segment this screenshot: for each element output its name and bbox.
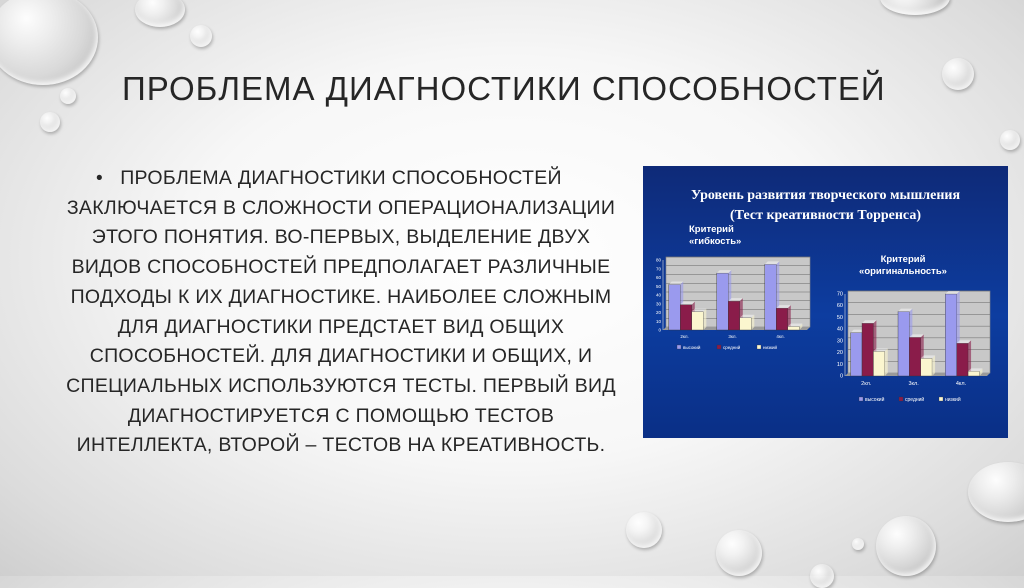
- bar: [873, 351, 884, 376]
- bar: [669, 285, 681, 331]
- chart-caption-line: Критерий: [880, 254, 926, 265]
- legend-label: высокий: [683, 345, 701, 350]
- bar: [680, 305, 692, 330]
- y-tick-label: 60: [655, 275, 661, 280]
- y-tick-label: 80: [655, 257, 661, 263]
- legend-label: высокий: [865, 397, 885, 403]
- bar: [717, 273, 729, 330]
- bar: [776, 308, 788, 330]
- y-tick-label: 0: [658, 327, 661, 333]
- legend-swatch: [757, 345, 761, 349]
- legend-label: низкий: [763, 345, 778, 350]
- legend-label: средний: [905, 397, 925, 403]
- chart-figure: [643, 166, 1008, 438]
- water-drop-decoration: [135, 0, 185, 27]
- figure-title-line-2: (Тест креативности Торренса): [730, 208, 921, 223]
- bar: [851, 333, 862, 376]
- chart-caption-line: «гибкость»: [689, 236, 742, 247]
- bar: [728, 301, 740, 330]
- y-tick-label: 40: [836, 326, 843, 333]
- bullet-text: ПРОБЛЕМА ДИАГНОСТИКИ СПОСОБНОСТЕЙ ЗАКЛЮЧАЕТСЯ В СЛОЖНОСТИ ОПЕРАЦИОНАЛИЗАЦИИ ЭТОГО ПОНЯТИЯ. ВО-ПЕРВЫХ, ВЫДЕЛЕНИЕ ДВУХ ВИДОВ СПОСОБНОСТЕЙ ПРЕДПОЛАГАЕТ РАЗЛИЧНЫЕ ПОДХОДЫ К ИХ ДИАГНОСТИКЕ. НАИБОЛЕЕ СЛОЖНЫМ ДЛЯ ДИАГНОСТИКИ ПРЕДСТАЕТ ВИД ОБЩИХ СПОСОБНОСТЕЙ. ДЛЯ ДИАГНОСТИКИ И ОБЩИХ, И СПЕЦИАЛЬНЫХ ИСПОЛЬЗУЮТСЯ ТЕСТЫ. ПЕРВЫЙ ВИД ДИАГНОСТИРУЕТСЯ С ПОМОЩЬЮ ТЕСТОВ ИНТЕЛЛЕКТА, ВТОРОЙ – ТЕСТОВ НА КРЕАТИВНОСТЬ.: [66, 167, 616, 457]
- bullet-marker: •: [96, 168, 103, 189]
- y-tick-label: 10: [655, 318, 661, 324]
- y-tick-label: 30: [655, 301, 661, 307]
- y-tick-label: 0: [839, 373, 843, 380]
- legend-swatch: [899, 397, 903, 401]
- legend-swatch: [677, 345, 681, 349]
- y-tick-label: 10: [836, 361, 843, 368]
- water-drop-decoration: [60, 88, 76, 104]
- figure-title-line-1: Уровень развития творческого мышления: [690, 188, 961, 203]
- x-tick-label: 4кл.: [955, 381, 967, 387]
- y-tick-label: 40: [655, 292, 661, 298]
- y-tick-label: 70: [655, 266, 661, 272]
- legend-swatch: [859, 397, 863, 401]
- legend-swatch: [717, 345, 721, 349]
- x-tick-label: 2кл.: [680, 334, 689, 339]
- legend-label: средний: [723, 345, 741, 350]
- bar: [692, 312, 704, 330]
- water-drop-decoration: [880, 0, 950, 15]
- y-tick-label: 50: [655, 283, 661, 289]
- chart-legend: [677, 344, 778, 350]
- chart-legend: [859, 396, 961, 403]
- chart-caption-flexibility: [689, 224, 741, 248]
- water-drop-decoration: [40, 112, 60, 132]
- chart-caption-line: «оригинальность»: [859, 266, 947, 277]
- bar: [945, 294, 956, 376]
- water-drop-decoration: [852, 538, 864, 550]
- legend-swatch: [939, 397, 943, 401]
- water-drop-decoration: [190, 25, 212, 47]
- x-tick-label: 4кл.: [776, 334, 785, 339]
- bar: [740, 318, 752, 330]
- bar: [957, 343, 968, 376]
- bar-side: [885, 348, 888, 376]
- x-tick-label: 3кл.: [908, 381, 919, 387]
- slide-title: ПРОБЛЕМА ДИАГНОСТИКИ СПОСОБНОСТЕЙ: [122, 70, 886, 107]
- water-drop-decoration: [1000, 130, 1020, 150]
- water-drop-decoration: [942, 58, 974, 90]
- y-tick-label: 50: [836, 314, 843, 321]
- bar: [765, 264, 777, 330]
- bullet-paragraph: [66, 164, 616, 461]
- y-tick-label: 70: [836, 291, 843, 298]
- chart-caption-line: Критерий: [689, 224, 734, 235]
- bar-chart-flexibility: [649, 252, 823, 362]
- y-tick-label: 20: [655, 310, 661, 315]
- bar-chart-originality: [827, 284, 1001, 410]
- figure-title: [643, 186, 1008, 226]
- bar: [968, 371, 979, 376]
- bar-side: [703, 309, 706, 330]
- x-tick-label: 2кл.: [861, 381, 872, 387]
- y-tick-label: 60: [836, 303, 843, 310]
- water-drop-decoration: [626, 512, 662, 548]
- legend-label: низкий: [945, 397, 961, 403]
- water-drop-decoration: [716, 530, 762, 576]
- bar: [788, 327, 800, 331]
- bar: [862, 323, 873, 376]
- water-drop-decoration: [876, 516, 936, 576]
- y-tick-label: 20: [836, 350, 843, 357]
- water-drop-decoration: [810, 564, 834, 588]
- y-tick-label: 30: [836, 338, 843, 345]
- chart-caption-originality: [855, 254, 951, 278]
- bar: [898, 312, 909, 376]
- bar: [921, 358, 932, 376]
- bar: [909, 337, 920, 376]
- x-tick-label: 3кл.: [728, 334, 737, 339]
- bar-side: [932, 355, 935, 376]
- water-drop-decoration: [0, 0, 98, 85]
- water-drop-decoration: [968, 462, 1024, 522]
